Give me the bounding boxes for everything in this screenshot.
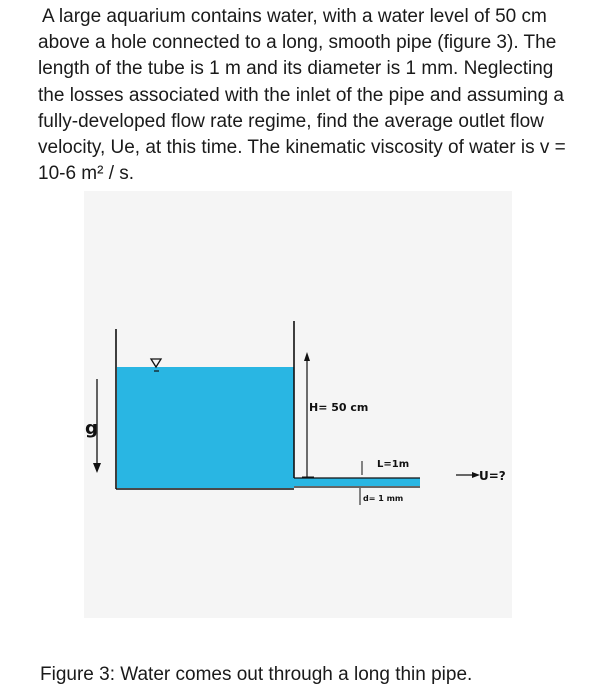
gravity-label: g: [85, 418, 98, 439]
problem-statement: [38, 4, 578, 187]
diagram-svg: [84, 191, 512, 618]
figure-caption: Figure 3: Water comes out through a long thin pipe.: [40, 664, 473, 685]
pipe-water: [292, 478, 420, 486]
pipe-length-label: L=1m: [377, 459, 410, 470]
tank-water: [117, 367, 294, 488]
problem-text: A large aquarium contains water, with a water level of 50 cm above a hole connected to a long, smooth pipe (figure 3). The length of the tube is 1 m and its diameter is 1 mm. Neglecting the losses associated with the inlet of the pipe and assuming a fully-developed flow rate regime, find the average outlet flow velocity, Ue, at this time. The kinematic viscosity of water is v = 10-6 m² / s.: [38, 6, 566, 185]
head-height-label: H= 50 cm: [309, 401, 369, 414]
outlet-velocity-label: U=?: [479, 469, 506, 483]
pipe-diameter-label: d= 1 mm: [363, 494, 404, 503]
figure-3-diagram: [84, 191, 512, 618]
